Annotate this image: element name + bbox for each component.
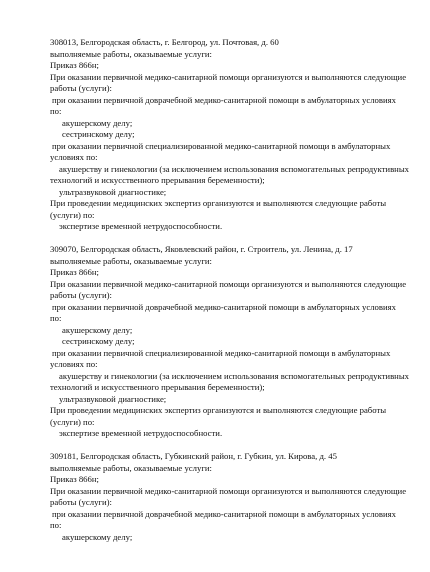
text-line: при оказании первичной доврачебной медико-санитарной помощи в амбулаторных условиях [52, 508, 396, 519]
text-line: акушерству и гинекологии (за исключением использования вспомогательных репродуктивных [59, 163, 410, 174]
text-line: При проведении медицинских экспертиз организуются и выполняются следующие работы [50, 198, 387, 208]
text-line: работы (услуги): [50, 83, 112, 93]
text-line: экспертизе временной нетрудоспособности. [59, 428, 223, 438]
text-line: экспертизе временной нетрудоспособности. [59, 221, 223, 231]
text-line: по: [50, 520, 62, 530]
text-line: акушерскому делу; [62, 117, 133, 128]
text-line: акушерскому делу; [62, 324, 133, 335]
text-line: При оказании первичной медико-санитарной помощи организуются и выполняются следующие [50, 278, 407, 289]
address-line: 309181, Белгородская область, Губкинский район, г. Губкин, ул. Кирова, д. 45 [50, 451, 337, 461]
text-line: при оказании первичной доврачебной медико-санитарной помощи в амбулаторных условиях [52, 94, 396, 105]
text-line: При оказании первичной медико-санитарной помощи организуются и выполняются следующие [50, 71, 407, 82]
text-line: сестринскому делу; [62, 129, 135, 139]
text-line: Приказ 866н; [50, 474, 99, 484]
text-line: работы (услуги): [50, 290, 112, 300]
text-line: (услуги) по: [50, 209, 95, 220]
text-line: при оказании первичной специализированной медико-санитарной помощи в амбулаторных [52, 347, 391, 358]
text-line: при оказании первичной доврачебной медико-санитарной помощи в амбулаторных условиях [52, 301, 396, 312]
text-line: выполняемые работы, оказываемые услуги: [50, 462, 212, 473]
text-line: Приказ 866н; [50, 267, 99, 277]
text-line: технологий и искусственного прерывания беременности); [50, 382, 265, 392]
text-line: (услуги) по: [50, 416, 95, 427]
text-line: выполняемые работы, оказываемые услуги: [50, 255, 212, 266]
text-line: условиях по: [50, 359, 98, 369]
text-line: условиях по: [50, 152, 98, 162]
text-line: акушерству и гинекологии (за исключением использования вспомогательных репродуктивных [59, 370, 410, 381]
address-section [50, 244, 420, 440]
address-line: 309070, Белгородская область, Яковлевский район, г. Строитель, ул. Ленина, д. 17 [50, 244, 353, 254]
text-line: по: [50, 106, 62, 116]
address-section [50, 451, 420, 543]
address-line: 308013, Белгородская область, г. Белгород, ул. Почтовая, д. 60 [50, 37, 279, 47]
address-section [50, 37, 420, 233]
text-line: При проведении медицинских экспертиз организуются и выполняются следующие работы [50, 405, 387, 415]
text-line: технологий и искусственного прерывания беременности); [50, 175, 265, 185]
text-line: выполняемые работы, оказываемые услуги: [50, 48, 212, 59]
text-line: При оказании первичной медико-санитарной помощи организуются и выполняются следующие [50, 485, 407, 496]
text-line: ультразвуковой диагностике; [59, 186, 167, 197]
text-line: ультразвуковой диагностике; [59, 393, 167, 404]
document-page [50, 37, 420, 543]
text-line: при оказании первичной специализированной медико-санитарной помощи в амбулаторных [52, 140, 391, 151]
text-line: работы (услуги): [50, 497, 112, 507]
text-line: по: [50, 313, 62, 323]
text-line: акушерскому делу; [62, 531, 133, 542]
text-line: Приказ 866н; [50, 60, 99, 70]
text-line: сестринскому делу; [62, 336, 135, 346]
